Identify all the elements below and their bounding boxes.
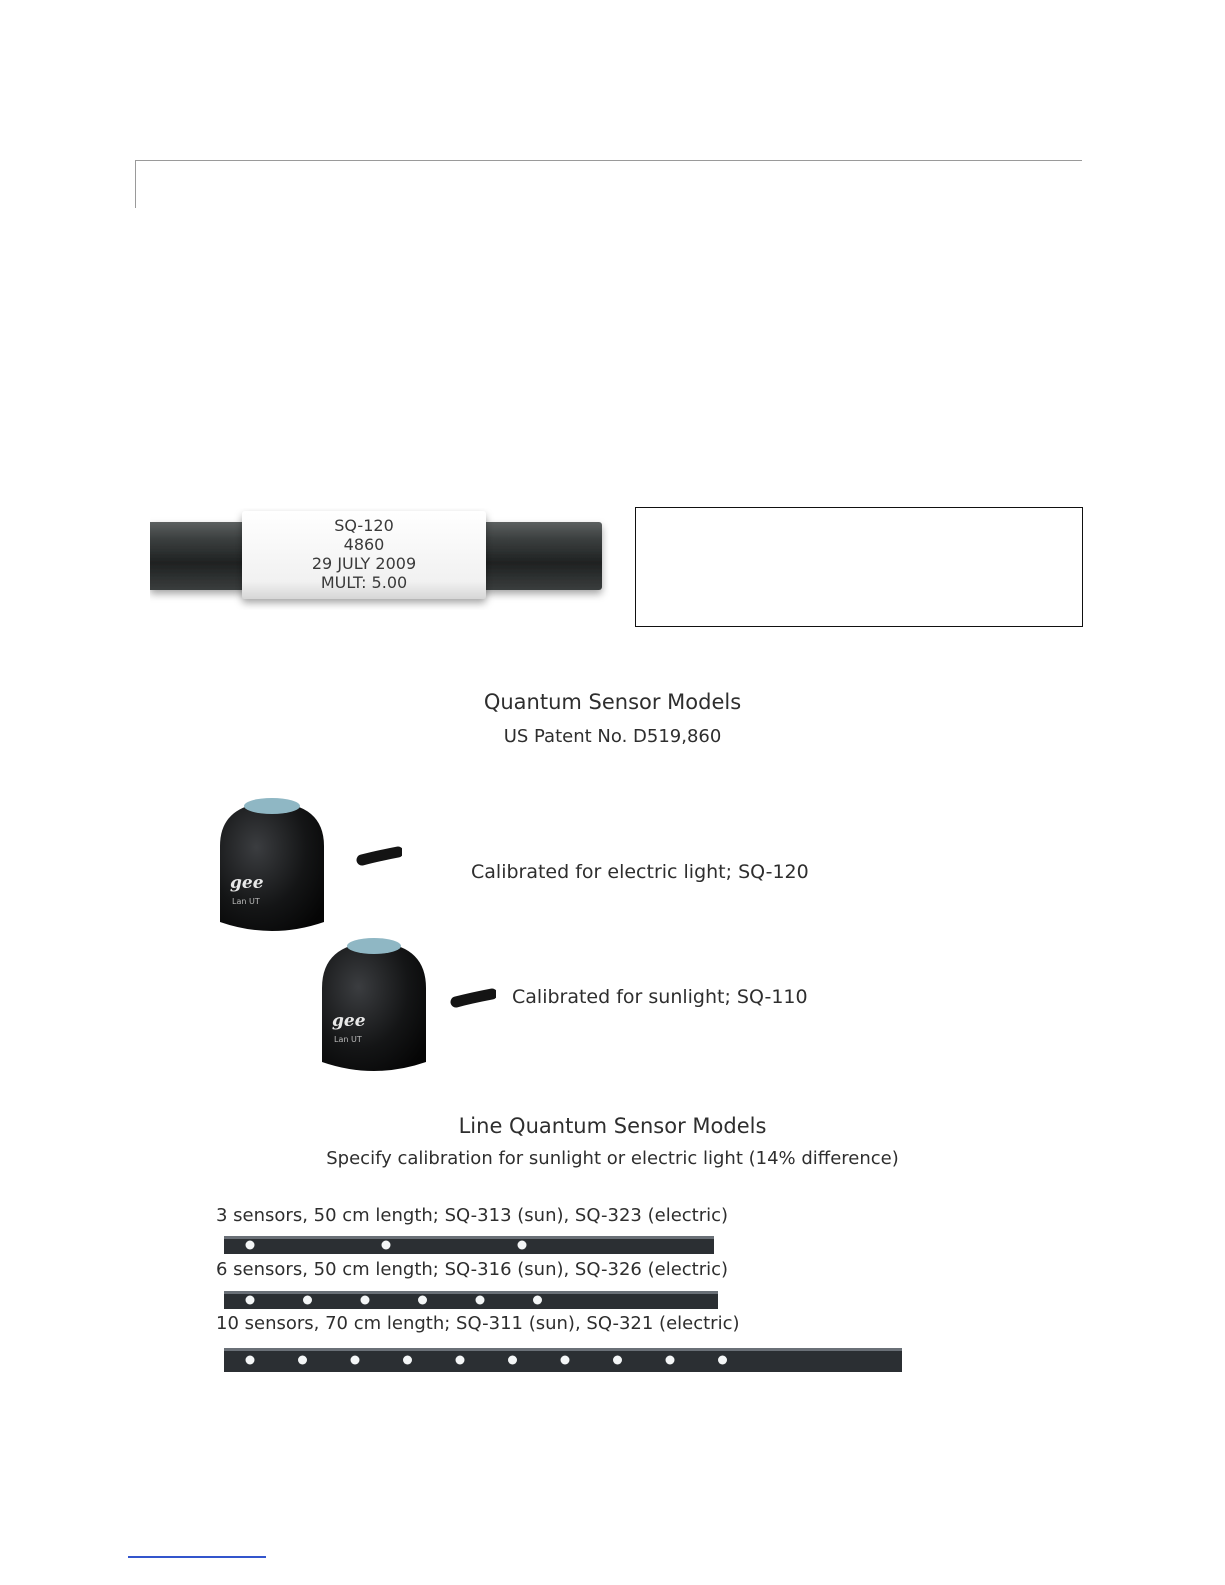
line-bar-highlight [224,1291,718,1294]
line-bar-sensor-dot [351,1356,360,1365]
sensor-logo-text-2: gee [332,1011,366,1031]
label-line-date: 29 JULY 2009 [311,554,417,573]
note-box [635,507,1083,627]
line-bar-sensor-dot [666,1356,675,1365]
line-bar-sensor-dot [518,1241,527,1250]
sensor-caption-sunlight: Calibrated for sunlight; SQ-110 [512,986,808,1008]
footer-link-underline [128,1556,266,1558]
label-line-model: SQ-120 [334,516,394,535]
line-bar-sensor-dot [382,1241,391,1250]
line-bar-sensor-dot [403,1356,412,1365]
cable-left [150,522,248,590]
line-bar-sensor-dot [418,1296,427,1305]
sensor-caption-electric: Calibrated for electric light; SQ-120 [471,861,809,883]
quantum-sensor-sq110-image [316,936,496,1076]
sensor-sub-text-2: Lan UT [334,1035,362,1044]
line-bar-sensor-dot [613,1356,622,1365]
sensor-logo-text: gee [230,873,264,893]
header-rule-top [135,160,1082,161]
line-sensor-bar-6 [222,1288,722,1312]
line-bar-highlight [224,1348,902,1351]
quantum-section-subtitle: US Patent No. D519,860 [503,726,722,747]
sensor-sub-text: Lan UT [232,897,260,906]
cable-right [480,522,602,590]
label-tag-text [242,512,486,596]
line-section-subtitle: Specify calibration for sunlight or electric light (14% difference) [326,1148,899,1169]
quantum-sensor-sq120-image [212,796,402,936]
line-sensor-bar-10 [222,1345,906,1375]
label-line-multiplier: MULT: 5.00 [320,573,408,592]
line-bar-sensor-dot [303,1296,312,1305]
line-bar-highlight [224,1236,714,1239]
line-bar-sensor-dot [246,1296,255,1305]
line-sensor-bar-3 [222,1233,720,1257]
line-bar-sensor-dot [718,1356,727,1365]
label-line-serial: 4860 [343,535,385,554]
line-bar-sensor-dot [246,1241,255,1250]
line-bar-sensor-dot [361,1296,370,1305]
line-bar-sensor-dot [456,1356,465,1365]
line-bar-sensor-dot [476,1296,485,1305]
line-bar-caption-3: 3 sensors, 50 cm length; SQ-313 (sun), SQ-323 (electric) [216,1205,729,1226]
line-bar-caption-10: 10 sensors, 70 cm length; SQ-311 (sun), SQ-321 (electric) [216,1313,740,1334]
line-bar-caption-6: 6 sensors, 50 cm length; SQ-316 (sun), SQ-326 (electric) [216,1259,729,1280]
header-rule-left [135,160,136,208]
quantum-section-title: Quantum Sensor Models [483,690,742,714]
line-bar-sensor-dot [508,1356,517,1365]
line-bar-sensor-dot [298,1356,307,1365]
line-bar-sensor-dot [533,1296,542,1305]
line-bar-sensor-dot [561,1356,570,1365]
line-section-title: Line Quantum Sensor Models [458,1114,767,1138]
line-bar-sensor-dot [246,1356,255,1365]
